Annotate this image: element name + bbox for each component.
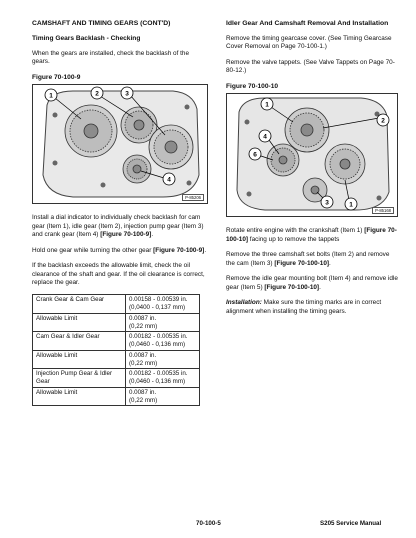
section-title-idler: Idler Gear And Camshaft Removal And Installation — [226, 20, 389, 27]
svg-text:1: 1 — [265, 101, 269, 109]
spec-value-mm: (0,22 mm) — [129, 396, 158, 404]
spec-value-in: 0.0087 in. — [129, 314, 157, 322]
figure-label: Figure 70-100-10 — [226, 82, 279, 90]
spec-value-mm: (0,22 mm) — [129, 359, 158, 367]
spec-value-in: 0.0087 in. — [129, 388, 157, 396]
svg-text:6: 6 — [253, 151, 257, 159]
right-column — [226, 20, 398, 323]
para-hold-gear: Hold one gear while turning the other gear [Figure 70-100-9]. — [32, 246, 207, 254]
callout-2 — [377, 114, 389, 126]
para-remove-tappets: Remove the valve tappets. (See Valve Tappets on Page 70-80-12.) — [226, 58, 395, 75]
spec-label: Crank Gear & Cam Gear — [33, 295, 126, 314]
spec-value-mm: (0,0400 - 0,137 mm) — [129, 304, 186, 312]
idler-camshaft-illustration — [227, 94, 397, 216]
section-title: CAMSHAFT AND TIMING GEARS (CONT'D) — [32, 20, 171, 27]
callout-3 — [121, 87, 133, 99]
spec-label: Allowable Limit — [33, 387, 126, 406]
spec-row — [33, 350, 200, 369]
spec-row — [33, 387, 200, 406]
para-backlash-exceeds: If the backlash exceeds the allowable limit, check the oil clearance of the shaft and gear. If the oil clearance is correct, replace the gear. — [32, 262, 205, 286]
figure-ref: [Figure 70-100-10] — [274, 259, 330, 267]
spec-value — [126, 332, 200, 351]
callout-3 — [321, 196, 333, 208]
spec-label: Allowable Limit — [33, 350, 126, 369]
spec-value-mm: (0,22 mm) — [129, 322, 158, 330]
spec-value-in: 0.00182 - 0.00535 in. — [129, 333, 188, 341]
figure-ref: [Figure 70-100-9] — [153, 246, 205, 254]
figure-code: P-85168 — [372, 207, 394, 215]
installation-label: Installation: — [226, 299, 262, 307]
svg-text:2: 2 — [95, 90, 99, 98]
backlash-spec-table — [32, 294, 200, 406]
para-installation: Installation: Make sure the timing marks are in correct alignment when installing the timing gears. — [226, 299, 382, 315]
manual-title: S205 Service Manual — [320, 520, 382, 527]
spec-row — [33, 313, 200, 332]
svg-text:2: 2 — [381, 117, 385, 125]
spec-value-mm: (0,0460 - 0,136 mm) — [129, 341, 186, 349]
spec-row — [33, 369, 200, 388]
callout-1-top — [261, 98, 273, 110]
callout-4 — [259, 130, 271, 142]
callout-4 — [163, 173, 175, 185]
para-install-dial: Install a dial indicator to individually check backlash for cam gear (Item 1), idle gear (Item 2), injection pump gear (Item 3) and crank gear (Item 4) [Figure 70-100-9]. — [32, 214, 204, 239]
figure-ref: [Figure 70-100-9] — [100, 231, 152, 239]
spec-value-in: 0.00158 - 0.00539 in. — [129, 296, 188, 304]
para-remove-idle-gear: Remove the idle gear mounting bolt (Item 4) and remove idle gear (Item 5) [Figure 70-100-10]. — [226, 275, 398, 291]
figure-code: P-85206 — [182, 194, 204, 202]
left-column — [32, 20, 208, 406]
figure-70-100-9 — [32, 84, 208, 204]
figure-ref: [Figure 70-100-10] — [226, 227, 397, 243]
para-remove-set-bolts: Remove the three camshaft set bolts (Item 2) and remove the cam (Item 3) [Figure 70-100-10]. — [226, 251, 390, 267]
spec-row — [33, 332, 200, 351]
callout-2 — [91, 87, 103, 99]
spec-value — [126, 369, 200, 388]
para-remove-cover: Remove the timing gearcase cover. (See Timing Gearcase Cover Removal on Page 70-100-1.) — [226, 34, 392, 51]
spec-label: Injection Pump Gear & Idler Gear — [33, 369, 126, 388]
para-rotate-engine: Rotate entire engine with the crankshaft (Item 1) [Figure 70-100-10] facing up to remove the tappets — [226, 227, 397, 243]
figure-70-100-10 — [226, 93, 398, 217]
spec-label: Cam Gear & Idler Gear — [33, 332, 126, 351]
spec-value-mm: (0,0460 - 0,136 mm) — [129, 378, 186, 386]
spec-row — [33, 295, 200, 314]
spec-value — [126, 295, 200, 314]
svg-text:4: 4 — [263, 133, 267, 141]
intro-paragraph: When the gears are installed, check the backlash of the gears. — [32, 49, 190, 66]
spec-value-in: 0.0087 in. — [129, 351, 157, 359]
spec-label: Allowable Limit — [33, 313, 126, 332]
sub-heading: Timing Gears Backlash - Checking — [32, 34, 141, 42]
callout-6 — [249, 148, 261, 160]
svg-text:1: 1 — [49, 92, 53, 100]
svg-text:4: 4 — [167, 176, 171, 184]
page-number: 70-100-5 — [196, 520, 221, 527]
figure-ref: [Figure 70-100-10] — [264, 283, 320, 291]
timing-gears-illustration — [33, 85, 207, 203]
svg-text:1: 1 — [349, 201, 353, 209]
spec-value-in: 0.00182 - 0.00535 in. — [129, 370, 188, 378]
spec-value — [126, 350, 200, 369]
figure-label: Figure 70-100-9 — [32, 73, 81, 81]
spec-value — [126, 313, 200, 332]
svg-text:3: 3 — [125, 90, 129, 98]
spec-value — [126, 387, 200, 406]
svg-text:3: 3 — [325, 199, 329, 207]
callout-1 — [45, 89, 57, 101]
callout-1-bottom — [345, 198, 357, 210]
